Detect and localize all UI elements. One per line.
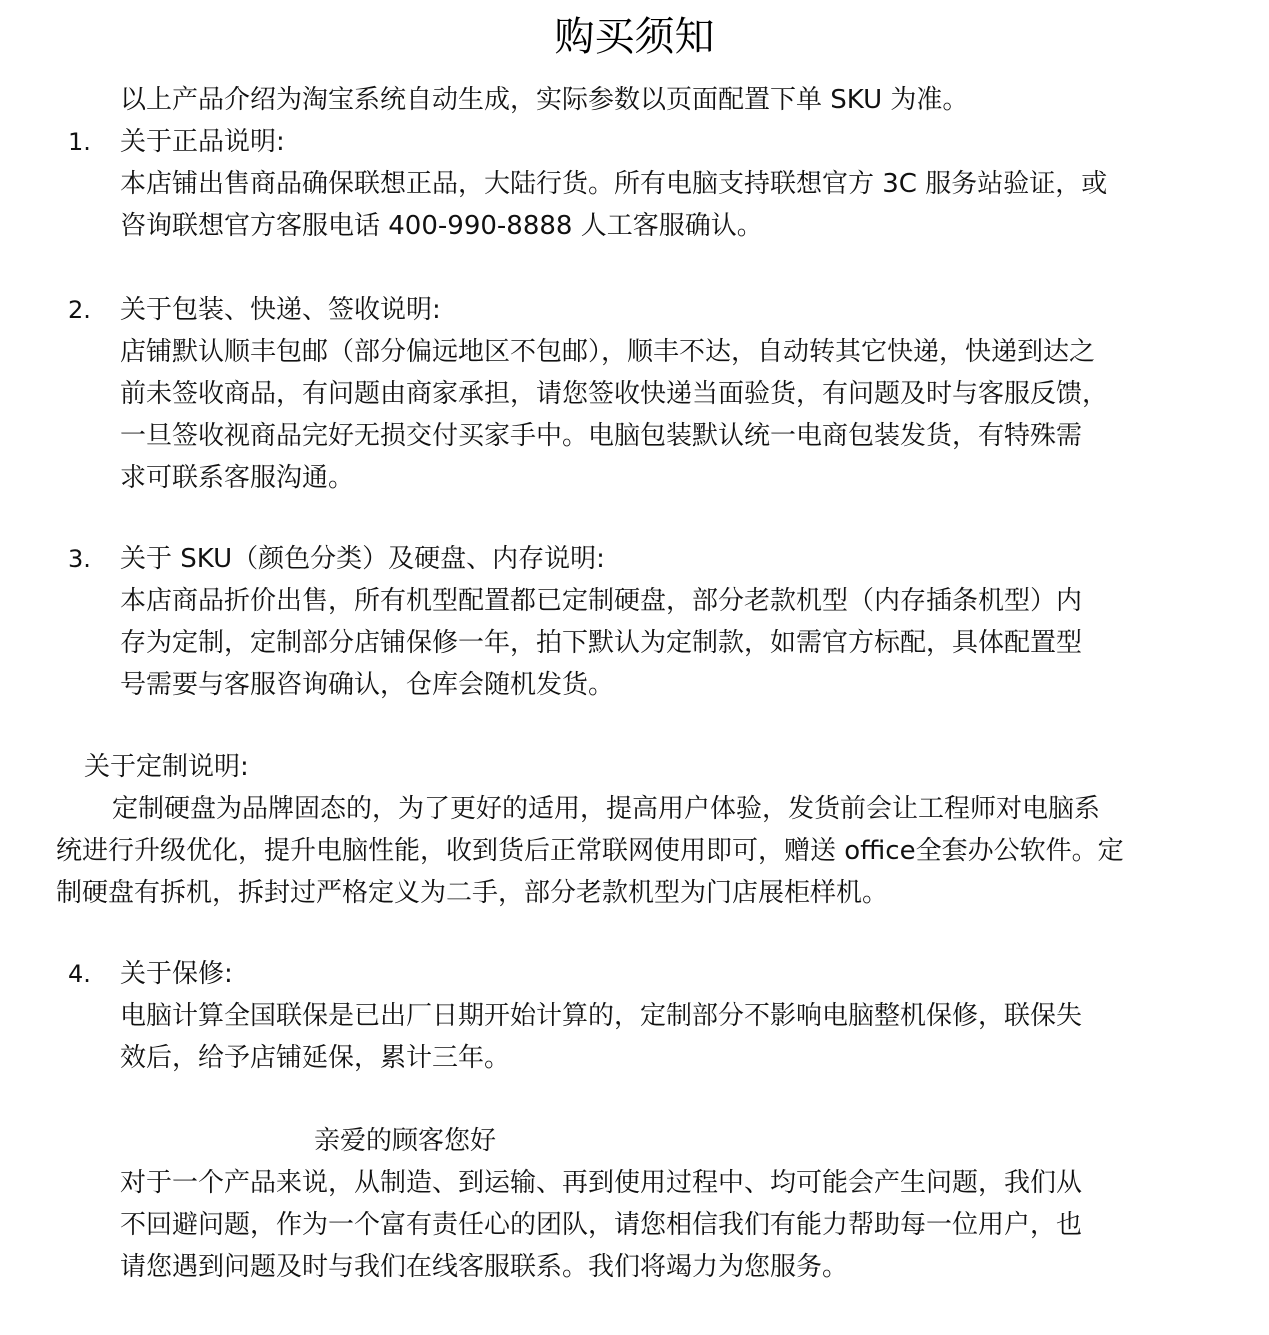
section-1-line: 本店铺出售商品确保联想正品，大陆行货。所有电脑支持联想官方 3C 服务站验证，或 xyxy=(120,169,1108,199)
section-2-line: 店铺默认顺丰包邮（部分偏远地区不包邮），顺丰不达，自动转其它快递，快递到达之 xyxy=(120,337,1096,367)
closing-greeting: 亲爱的顾客您好 xyxy=(314,1126,497,1156)
section-3-line: 号需要与客服咨询确认，仓库会随机发货。 xyxy=(120,670,615,700)
closing-line: 对于一个产品来说，从制造、到运输、再到使用过程中、均可能会产生问题，我们从 xyxy=(120,1168,1083,1198)
section-1-number: 1. xyxy=(68,128,91,156)
custom-section-line: 定制硬盘为品牌固态的，为了更好的适用，提高用户体验，发货前会让工程师对电脑系 xyxy=(112,794,1101,824)
custom-section-line: 制硬盘有拆机，拆封过严格定义为二手，部分老款机型为门店展柜样机。 xyxy=(56,878,889,908)
closing-line: 请您遇到问题及时与我们在线客服联系。我们将竭力为您服务。 xyxy=(120,1252,849,1282)
section-2-line: 求可联系客服沟通。 xyxy=(120,463,355,493)
section-2-number: 2. xyxy=(68,296,91,324)
section-4-line: 效后，给予店铺延保，累计三年。 xyxy=(120,1043,511,1073)
section-2-line: 前未签收商品，有问题由商家承担，请您签收快递当面验货，有问题及时与客服反馈， xyxy=(120,379,1109,409)
section-4-number: 4. xyxy=(68,960,91,988)
section-3-line: 存为定制，定制部分店铺保修一年，拍下默认为定制款，如需官方标配，具体配置型 xyxy=(120,628,1083,658)
section-3-line: 本店商品折价出售，所有机型配置都已定制硬盘，部分老款机型（内存插条机型）内 xyxy=(120,586,1083,616)
section-2-heading: 关于包装、快递、签收说明: xyxy=(120,295,441,325)
section-1-line: 咨询联想官方客服电话 400-990-8888 人工客服确认。 xyxy=(120,211,763,241)
section-4-heading: 关于保修: xyxy=(120,959,233,989)
section-4-line: 电脑计算全国联保是已出厂日期开始计算的，定制部分不影响电脑整机保修，联保失 xyxy=(120,1001,1083,1031)
closing-line: 不回避问题，作为一个富有责任心的团队，请您相信我们有能力帮助每一位用户，也 xyxy=(120,1210,1083,1240)
section-1-heading: 关于正品说明: xyxy=(120,127,285,157)
custom-section-heading: 关于定制说明: xyxy=(84,752,249,782)
intro-text: 以上产品介绍为淘宝系统自动生成，实际参数以页面配置下单 SKU 为准。 xyxy=(120,85,969,115)
section-3-number: 3. xyxy=(68,545,91,573)
document-title: 购买须知 xyxy=(554,14,715,60)
section-2-line: 一旦签收视商品完好无损交付买家手中。电脑包装默认统一电商包装发货，有特殊需 xyxy=(120,421,1083,451)
section-3-heading: 关于 SKU（颜色分类）及硬盘、内存说明: xyxy=(120,544,605,574)
custom-section-line: 统进行升级优化，提升电脑性能，收到货后正常联网使用即可，赠送 office全套办公软件。定 xyxy=(56,836,1124,866)
